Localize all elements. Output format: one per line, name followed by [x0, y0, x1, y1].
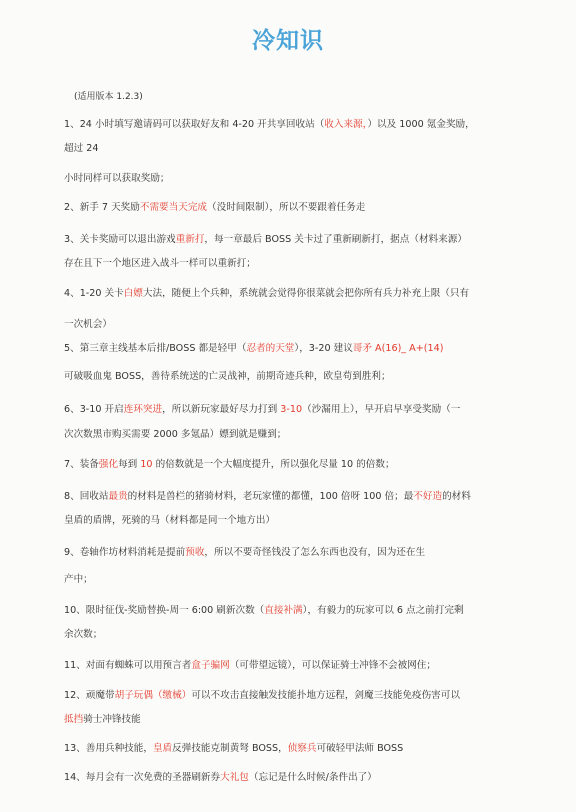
- tip-text: 的材料: [442, 491, 471, 502]
- tip-text: 5、第三章主线基本后排/BOSS 都是轻甲（: [64, 343, 247, 354]
- tip-text: 3、关卡奖励可以退出游戏: [64, 234, 176, 245]
- tip-line: [64, 628, 524, 641]
- tip-line: [64, 514, 524, 527]
- tip-text: 大法，随便上个兵种，系统就会觉得你很菜就会把你所有兵力补充上限（只有: [142, 288, 470, 299]
- tip-line: [64, 742, 524, 755]
- tip-text: 皇盾的盾牌，死骑的马（材料都是同一个地方出）: [64, 515, 276, 526]
- tip-text: 1、24 小时填写邀请码可以获取好友和 4-20 开共享回收站（: [64, 119, 325, 130]
- tip-text: 9、卷轴作坊材料消耗是提前: [64, 547, 186, 558]
- highlight-text: 强化: [98, 459, 119, 470]
- tip-text: 可破轻甲法师 BOSS: [316, 743, 404, 754]
- tip-text: 7、装备: [64, 459, 99, 470]
- tip-text: ），有毅力的玩家可以 6 点之前打完剩: [302, 605, 464, 616]
- version-note: (适用版本 1.2.3): [74, 92, 143, 102]
- highlight-text: 皇盾: [152, 743, 173, 754]
- highlight-text: 忍者的天堂: [246, 343, 295, 354]
- tip-text: ），3-20 建议: [294, 343, 353, 354]
- page-title: 冷知识: [252, 28, 324, 54]
- tip-text: 超过 24: [64, 143, 99, 154]
- tip-text: 4、1-20 关卡: [64, 288, 124, 299]
- tip-text: 可以不攻击直接触发技能扑地方远程，剑魔三技能免疫伤害可以: [191, 690, 460, 701]
- highlight-text: 胡子玩偶（缴械）: [114, 690, 192, 701]
- highlight-text: 盒子骗网: [191, 660, 230, 671]
- tip-line: [64, 604, 524, 617]
- tip-text: 产中；: [64, 574, 93, 585]
- tip-text: 反弹技能克制黄弩 BOSS，: [172, 743, 288, 754]
- highlight-text: 收入来源，: [324, 119, 368, 130]
- tip-text: 11、对面有蜘蛛可以用预言者: [64, 660, 192, 671]
- tip-text: 的倍数就是一个大幅度提升，所以强化尽量 10 的倍数；: [152, 459, 395, 470]
- highlight-text: 连环突进: [123, 404, 163, 415]
- tip-line: [64, 172, 524, 185]
- tip-text: 8、回收站: [64, 491, 109, 502]
- highlight-text: 不好造: [413, 491, 443, 502]
- highlight-text: 预收: [185, 547, 205, 558]
- tip-line: [64, 689, 524, 702]
- highlight-text: 最贵: [108, 491, 128, 502]
- tip-text: 的材料是兽栏的猪骑材料，老玩家懂的都懂，100 倍呀 100 倍；最: [127, 491, 414, 502]
- tip-text: 14、每月会有一次免费的圣器刷新券: [64, 772, 221, 783]
- tip-text: 2、新手 7 天奖励: [64, 202, 140, 213]
- tip-text: （忘记是什么时候/条件出了）: [248, 772, 377, 783]
- tip-line: [64, 287, 524, 300]
- tip-text: ，所以不要奇怪钱没了怎么东西也没有，因为还在生: [204, 547, 426, 558]
- tip-line: [64, 490, 524, 503]
- highlight-text: 3-10: [280, 404, 303, 415]
- tip-line: [64, 713, 524, 726]
- tip-text: 每到: [118, 459, 141, 470]
- tip-text: （可带望远镜），可以保证骑士冲锋不会被网住；: [229, 660, 436, 671]
- tip-line: [64, 428, 524, 441]
- tip-line: [64, 403, 524, 416]
- tip-text: 10、限时征伐-奖励替换-周一 6:00 刷新次数（: [64, 605, 265, 616]
- tip-text: （沙漏用上），早开启早享受奖励（一: [302, 404, 461, 415]
- tip-line: [64, 233, 524, 246]
- tip-line: [64, 142, 524, 155]
- tip-text: 可破吸血鬼 BOSS，善待系统送的亡灵战神，前期奇迹兵种，欧皇苟到胜利；: [64, 371, 391, 382]
- tip-text: 存在且下一个地区进入战斗一样可以重新打；: [64, 258, 256, 269]
- highlight-text: 侦察兵: [287, 743, 317, 754]
- tip-line: [64, 659, 524, 672]
- tip-line: [64, 573, 524, 586]
- tip-text: （没时间限制），所以不要跟着任务走: [207, 202, 366, 213]
- highlight-text: 哥矛 A(16)_ A+(14): [352, 343, 444, 354]
- tip-line: [64, 370, 524, 383]
- highlight-text: 重新打: [175, 234, 205, 245]
- highlight-text: 抵挡: [64, 714, 84, 725]
- highlight-text: 直接补满: [264, 605, 303, 616]
- tip-line: [64, 458, 524, 471]
- tip-line: [64, 318, 524, 331]
- highlight-text: 不需要当天完成: [139, 202, 208, 213]
- highlight-text: 大礼包: [220, 772, 249, 783]
- tip-text: 13、善用兵种技能，: [64, 743, 153, 754]
- tip-text: ，所以新玩家最好尽力打到: [162, 404, 281, 415]
- tip-line: [64, 771, 524, 784]
- highlight-text: 白嫖: [123, 288, 143, 299]
- tip-line: [64, 118, 524, 131]
- tip-text: 6、3-10 开启: [64, 404, 124, 415]
- tip-text: 余次数；: [64, 629, 103, 640]
- tip-text: 小时同样可以获取奖励；: [64, 173, 170, 184]
- tip-text: 骑士冲锋技能: [83, 714, 141, 725]
- tip-text: ，每一章最后 BOSS 关卡过了重新刷新打，据点（材料来源）: [204, 234, 467, 245]
- tip-text: 12、顽魔带: [64, 690, 115, 701]
- tip-line: [64, 342, 524, 355]
- highlight-text: 10: [140, 459, 153, 470]
- tip-line: [64, 257, 524, 270]
- tip-line: [64, 546, 524, 559]
- tip-text: ）以及 1000 氪金奖励，: [367, 119, 475, 130]
- tip-text: 一次机会）: [64, 319, 112, 330]
- tip-line: [64, 201, 524, 214]
- tip-text: 次次数黑市购买需要 2000 多氪晶）嫖到就是赚到；: [64, 429, 287, 440]
